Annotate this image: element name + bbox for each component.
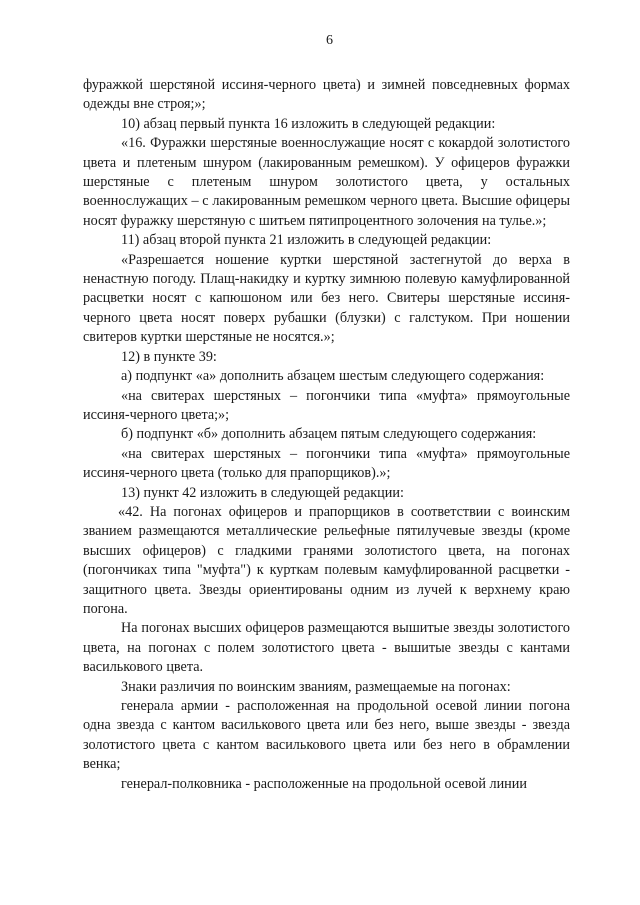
paragraph-quote-item-21: «Разрешается ношение куртки шерстяной застегнутой до верха в ненастную погоду. Плащ-накидку и куртку зимнюю полевую камуфлированной расцветки носят с капюшоном или без него. Свитеры шерстяные иссиня-черного цвета носят поверх рубашки (блузки) с галстуком. При ношении свитеров куртки шерстяные не носятся.»; bbox=[83, 251, 570, 346]
paragraph-item-11: 11) абзац второй пункта 21 изложить в следующей редакции: bbox=[121, 232, 492, 249]
paragraph-item-10: 10) абзац первый пункта 16 изложить в следующей редакции: bbox=[121, 115, 496, 132]
paragraph-quote-item-42: «42. На погонах офицеров и прапорщиков в соответствии с воинским званием размещаются металлические рельефные пятилучевые звезды (кроме высших офицеров) с гладкими гранями золотистого цвета, на погонах (погончиках типа "муфта") к курткам полевым камуфлированной расцветки - защитного цвета. Звезды ориентированы одним из лучей к верхнему краю погона. bbox=[83, 503, 570, 617]
paragraph-quote-subitem-b: «на свитерах шерстяных – погончики типа «муфта» прямоугольные иссиня-черного цвета (только для прапорщиков).»; bbox=[83, 445, 570, 482]
paragraph-insignia-heading: Знаки различия по воинским званиям, размещаемые на погонах: bbox=[121, 678, 511, 695]
paragraph-senior-officers: На погонах высших офицеров размещаются вышитые звезды золотистого цвета, на погонах с полем золотистого цвета - вышитые звезды с кантами василькового цвета. bbox=[83, 620, 570, 676]
page-number: 6 bbox=[326, 33, 333, 48]
paragraph-colonel-general: генерал-полковника - расположенные на продольной осевой линии bbox=[121, 775, 527, 792]
paragraph-general-army: генерала армии - расположенная на продольной осевой линии погона одна звезда с кантом василькового цвета или без него, выше звезды - звезда золотистого цвета с кантом василькового цвета или без него в обрамлении венка; bbox=[83, 698, 570, 773]
paragraph-quote-item-16: «16. Фуражки шерстяные военнослужащие носят с кокардой золотистого цвета и плетеным шнуром (лакированным ремешком). У офицеров фуражки шерстяные с плетеным шнуром золотистого цвета, у остальных военнослужащих – с лакированным ремешком черного цвета. Высшие офицеры носят фуражку шерстяную с шитьем пятипроцентного золочения на тулье.»; bbox=[83, 135, 570, 229]
paragraph-item-12: 12) в пункте 39: bbox=[121, 348, 217, 365]
paragraph-item-13: 13) пункт 42 изложить в следующей редакции: bbox=[121, 484, 404, 501]
paragraph-quote-subitem-a: «на свитерах шерстяных – погончики типа «муфта» прямоугольные иссиня-черного цвета;»; bbox=[83, 387, 570, 423]
paragraph-subitem-b: б) подпункт «б» дополнить абзацем пятым следующего содержания: bbox=[121, 426, 537, 443]
paragraph-continuation: фуражкой шерстяной иссиня-черного цвета) и зимней повседневных формах одежды вне строя;»; bbox=[83, 77, 570, 113]
paragraph-subitem-a: а) подпункт «а» дополнить абзацем шестым следующего содержания: bbox=[121, 368, 545, 385]
